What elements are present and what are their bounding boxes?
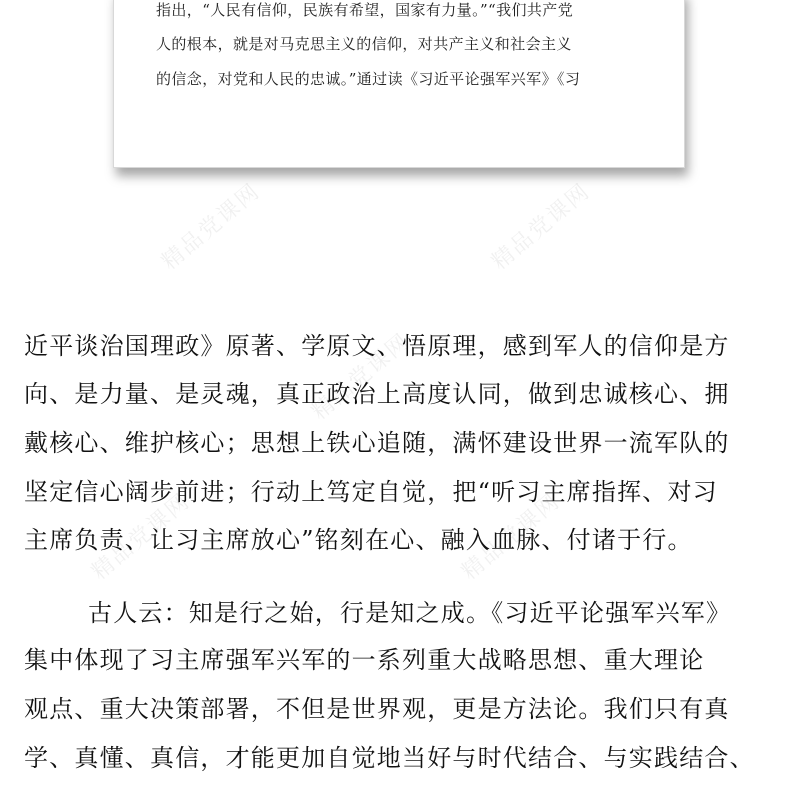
quote-card: [113, 0, 685, 168]
paragraph-line: 向、是力量、是灵魂，真正政治上高度认同，做到忠诚核心、拥: [24, 380, 730, 408]
quote-line: 指出，“人民有信仰，民族有希望，国家有力量。”“我们共产党: [156, 1, 574, 19]
watermark: 精品党课网: [87, 488, 196, 586]
watermark: 精品党课网: [457, 488, 566, 586]
watermark: 精品党课网: [157, 178, 266, 276]
paragraph-line: 坚定信心阔步前进；行动上笃定自觉，把“听习主席指挥、对习: [24, 478, 718, 506]
quote-line: 的信念，对党和人民的忠诚。”通过读《习近平论强军兴军》《习: [156, 70, 581, 88]
watermark: 精品党课网: [307, 328, 416, 426]
paragraph-line: 古人云：知是行之始，行是知之成。《习近平论强军兴军》: [88, 599, 732, 627]
paragraph-line: 主席负责、让习主席放心”铭刻在心、融入血脉、付诸于行。: [24, 526, 693, 554]
paragraph-line: 近平谈治国理政》原著、学原文、悟原理，感到军人的信仰是方: [24, 332, 730, 360]
paragraph-line: 观点、重大决策部署，不但是世界观，更是方法论。我们只有真: [24, 695, 730, 723]
paragraph-line: 戴核心、维护核心；思想上铁心追随，满怀建设世界一流军队的: [24, 429, 730, 457]
paragraph-line: 学、真懂、真信，才能更加自觉地当好与时代结合、与实践结合、: [24, 744, 755, 772]
paragraph-line: 集中体现了习主席强军兴军的一系列重大战略思想、重大理论: [24, 646, 705, 674]
quote-line: 人的根本，就是对马克思主义的信仰，对共产主义和社会主义: [156, 35, 572, 53]
watermark: 精品党课网: [487, 178, 596, 276]
